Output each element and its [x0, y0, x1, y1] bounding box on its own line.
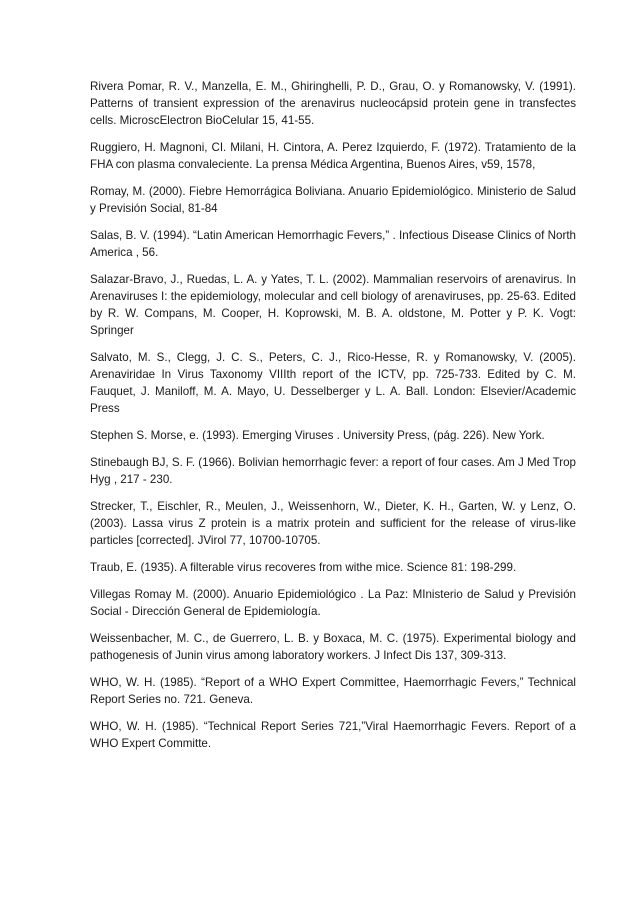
reference-entry-romay: Romay, M. (2000). Fiebre Hemorrágica Boliviana. Anuario Epidemiológico. Ministerio de Salud y Previsión Social, 81-84: [90, 185, 576, 215]
reference-entry-stinebaugh: Stinebaugh BJ, S. F. (1966). Bolivian hemorrhagic fever: a report of four cases. Am J Med Trop Hyg , 217 - 230.: [90, 456, 576, 486]
reference-entry-salas: Salas, B. V. (1994). “Latin American Hemorrhagic Fevers,” . Infectious Disease Clinics of North America , 56.: [90, 229, 576, 259]
reference-entry-morse: Stephen S. Morse, e. (1993). Emerging Viruses . University Press, (pág. 226). New York.: [90, 429, 545, 442]
reference-entry-ruggiero: Ruggiero, H. Magnoni, CI. Milani, H. Cintora, A. Perez Izquierdo, F. (1972). Tratamiento de la FHA con plasma convaleciente. La prensa Médica Argentina, Buenos Aires, v59, 1578,: [90, 141, 576, 171]
reference-entry-salazar-bravo: Salazar-Bravo, J., Ruedas, L. A. y Yates, T. L. (2002). Mammalian reservoirs of arenavirus. In Arenaviruses I: the epidemiology, molecular and cell biology of arenaviruses, pp. 25-63. Edited by R. W. Compans, M. Cooper, H. Koprowski, M. B. A. oldstone, M. Potter y P. K. Vogt: Springer: [90, 273, 576, 337]
reference-list: [90, 78, 576, 762]
reference-entry-salvato: Salvato, M. S., Clegg, J. C. S., Peters, C. J., Rico-Hesse, R. y Romanowsky, V. (2005). Arenaviridae In Virus Taxonomy VIIIth report of the ICTV, pp. 725-733. Edited by C. M. Fauquet, J. Maniloff, M. A. Mayo, U. Desselberger y L. A. Ball. London: Elsevier/Academic Press: [90, 351, 576, 415]
reference-entry-villegas-romay: Villegas Romay M. (2000). Anuario Epidemiológico . La Paz: MInisterio de Salud y Previsión Social - Dirección General de Epidemiología.: [90, 588, 576, 618]
reference-entry-weissenbacher: Weissenbacher, M. C., de Guerrero, L. B. y Boxaca, M. C. (1975). Experimental biology and pathogenesis of Junin virus among laboratory workers. J Infect Dis 137, 309-313.: [90, 632, 576, 662]
reference-entry-who-technical: WHO, W. H. (1985). “Technical Report Series 721,”Viral Haemorrhagic Fevers. Report of a WHO Expert Committe.: [90, 720, 576, 750]
reference-entry-rivera-pomar: Rivera Pomar, R. V., Manzella, E. M., Ghiringhelli, P. D., Grau, O. y Romanowsky, V. (1991). Patterns of transient expression of the arenavirus nucleocápsid protein gene in transfectes cells. MicroscElectron BioCelular 15, 41-55.: [90, 80, 576, 127]
reference-entry-strecker: Strecker, T., Eischler, R., Meulen, J., Weissenhorn, W., Dieter, K. H., Garten, W. y Lenz, O. (2003). Lassa virus Z protein is a matrix protein and sufficient for the release of virus-like particles [corrected]. JVirol 77, 10700-10705.: [90, 500, 576, 547]
reference-entry-who-report: WHO, W. H. (1985). “Report of a WHO Expert Committee, Haemorrhagic Fevers,” Technical Report Series no. 721. Geneva.: [90, 676, 576, 706]
reference-entry-traub: Traub, E. (1935). A filterable virus recoveres from withe mice. Science 81: 198-299.: [90, 561, 517, 574]
